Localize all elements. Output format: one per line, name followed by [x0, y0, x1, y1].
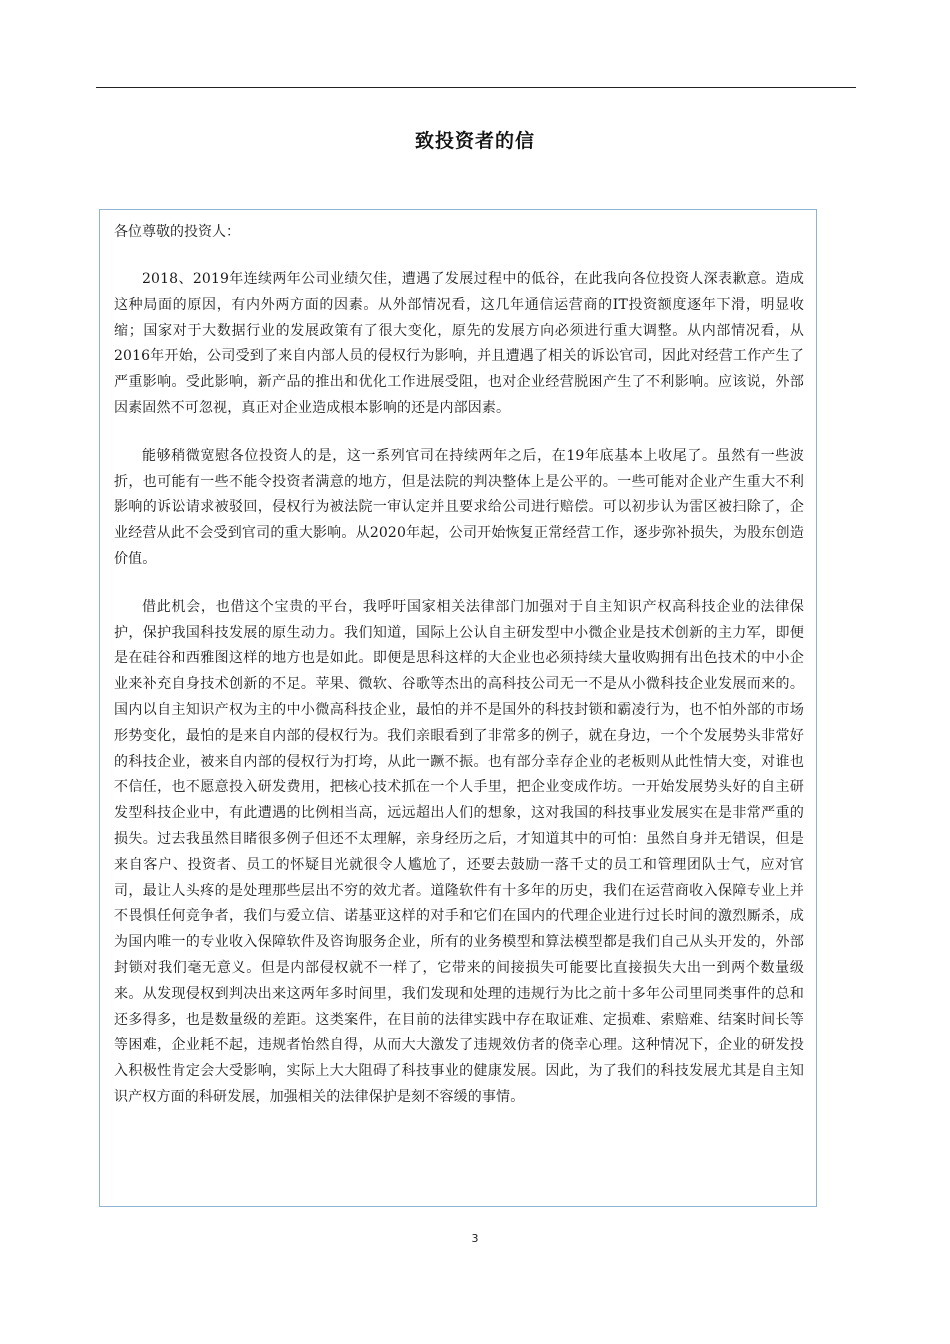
page-number: 3 [471, 1232, 479, 1245]
paragraph-2: 能够稍微宽慰各位投资人的是，这一系列官司在持续两年之后，在19年底基本上收尾了。虽然有一些波折，也可能有一些不能令投资者满意的地方，但是法院的判决整体上是公平的。一些可能对企业产生重大不利影响的诉讼请求被驳回，侵权行为被法院一审认定并且要求给公司进行赔偿。可以初步认为雷区被扫除了，企业经营从此不会受到官司的重大影响。从2020年起，公司开始恢复正常经营工作，逐步弥补损失，为股东创造价值。 [114, 447, 804, 567]
paragraph-3: 借此机会，也借这个宝贵的平台，我呼吁国家相关法律部门加强对于自主知识产权高科技企业的法律保护，保护我国科技发展的原生动力。我们知道，国际上公认自主研发型中小微企业是技术创新的主力军，即便是在硅谷和西雅图这样的地方也是如此。即便是思科这样的大企业也必须持续大量收购拥有出色技术的中小企业来补充自身技术创新的不足。苹果、微软、谷歌等杰出的高科技公司无一不是从小微科技企业发展而来的。国内以自主知识产权为主的中小微高科技企业，最怕的并不是国外的科技封锁和霸凌行为，也不怕外部的市场形势变化，最怕的是来自内部的侵权行为。我们亲眼看到了非常多的例子，就在身边，一个个发展势头非常好的科技企业，被来自内部的侵权行为打垮，从此一蹶不振。也有部分幸存企业的老板则从此性情大变，对谁也不信任，也不愿意投入研发费用，把核心技术抓在一个人手里，把企业变成作坊。一开始发展势头好的自主研发型科技企业中，有此遭遇的比例相当高，远远超出人们的想象，这对我国的科技事业发展实在是非常严重的损失。过去我虽然目睹很多例子但还不太理解，亲身经历之后，才知道其中的可怕：虽然自身并无错误，但是来自客户、投资者、员工的怀疑目光就很令人尴尬了，还要去鼓励一落千丈的员工和管理团队士气，应对官司，最让人头疼的是处理那些层出不穷的效尤者。道隆软件有十多年的历史，我们在运营商收入保障专业上并不畏惧任何竞争者，我们与爱立信、诺基亚这样的对手和它们在国内的代理企业进行过长时间的激烈厮杀，成为国内唯一的专业收入保障软件及咨询服务企业，所有的业务模型和算法模型都是我们自己从头开发的，外部封锁对我们毫无意义。但是内部侵权就不一样了，它带来的间接损失可能要比直接损失大出一到两个数量级来。从发现侵权到判决出来这两年多时间里，我们发现和处理的违规行为比之前十多年公司里同类事件的总和还多得多，也是数量级的差距。这类案件，在目前的法律实践中存在取证难、定损难、索赔难、结案时间长等等困难，企业耗不起，违规者怡然自得，从而大大激发了违规效仿者的侥幸心理。这种情况下，企业的研发投入积极性肯定会大受影响，实际上大大阻碍了科技事业的健康发展。因此，为了我们的科技发展尤其是自主知识产权方面的科研发展，加强相关的法律保护是刻不容缓的事情。 [114, 598, 804, 1105]
header-rule [96, 87, 856, 88]
salutation: 各位尊敬的投资人： [114, 224, 240, 240]
letter-box [99, 209, 817, 1207]
page-title: 致投资者的信 [414, 130, 535, 152]
paragraph-1: 2018、2019年连续两年公司业绩欠佳，遭遇了发展过程中的低谷，在此我向各位投资人深表歉意。造成这种局面的原因，有内外两方面的因素。从外部情况看，这几年通信运营商的IT投资额度逐年下滑，明显收缩；国家对于大数据行业的发展政策有了很大变化，原先的发展方向必须进行重大调整。从内部情况看，从2016年开始，公司受到了来自内部人员的侵权行为影响，并且遭遇了相关的诉讼官司，因此对经营工作产生了严重影响。受此影响，新产品的推出和优化工作进展受阻，也对企业经营脱困产生了不利影响。应该说，外部因素固然不可忽视，真正对企业造成根本影响的还是内部因素。 [114, 271, 804, 416]
